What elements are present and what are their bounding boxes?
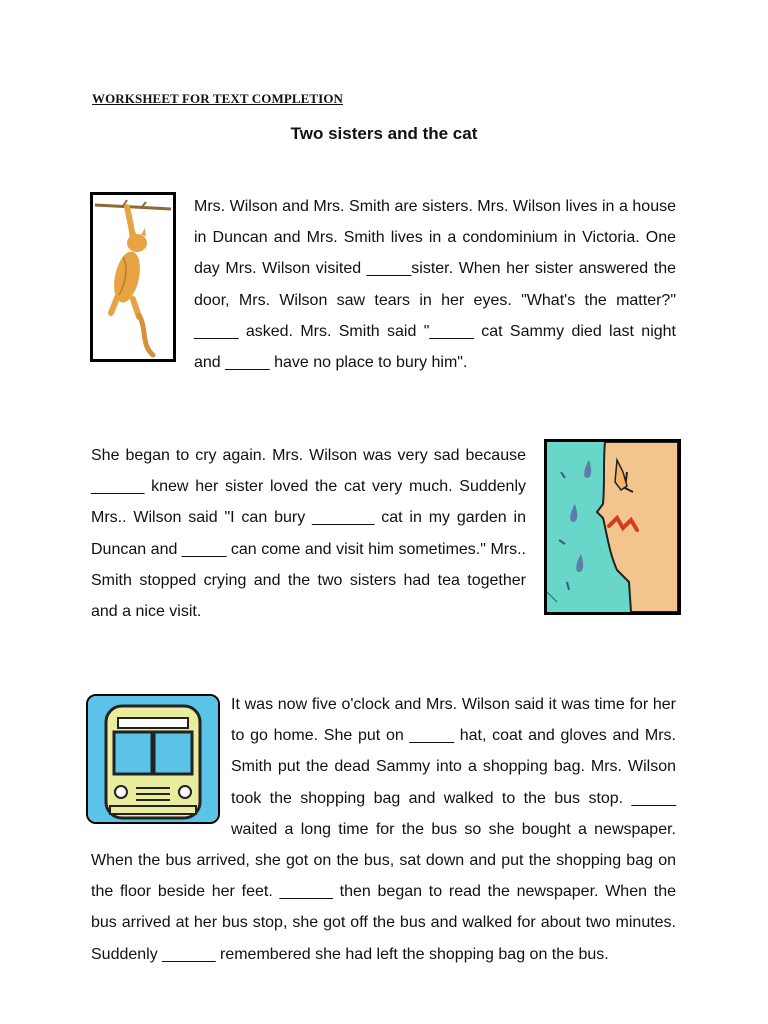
hanging-cat-image [90, 192, 176, 362]
paragraph-1-text: Mrs. Wilson and Mrs. Smith are sisters. Mrs. Wilson lives in a house in Duncan and Mrs. Smith lives in a condominium in Victoria. One day Mrs. Wilson visited _____sister. When her sister answered the door, Mrs. Wilson saw tears in her eyes. "What's the matter?" _____ asked. Mrs. Smith said "_____ cat Sammy died last night and _____ have no place to bury him". [194, 198, 676, 372]
paragraph-3-text: It was now five o'clock and Mrs. Wilson said it was time for her to go home. She put on _____ hat, coat and gloves and Mrs. Smith put the dead Sammy into a shopping bag. Mrs. Wilson took the shopping bag and walked to the bus stop. _____ waited a long time for the bus so she bought a newspaper. When the bus arrived, she got on the bus, sat down and put the shopping bag on the floor beside her feet. ______ then began to read the newspaper. When the bus arrived at her bus stop, she got off the bus and walked for about two minutes. Suddenly ______ remembered she had left the shopping bag on the bus. [91, 696, 676, 963]
crying-face-image [544, 439, 681, 615]
worksheet-title: Two sisters and the cat [290, 124, 478, 143]
paragraph-1 [91, 191, 676, 378]
bus-image [86, 694, 220, 824]
worksheet-header: WORKSHEET FOR TEXT COMPLETION [92, 91, 344, 106]
paragraph-2-text: She began to cry again. Mrs. Wilson was very sad because ______ knew her sister loved the cat very much. Suddenly Mrs.. Wilson said "I can bury _______ cat in my garden in Duncan and _____ can come and visit him sometimes." Mrs.. Smith stopped crying and the two sisters had tea together and a nice visit. [91, 447, 526, 621]
